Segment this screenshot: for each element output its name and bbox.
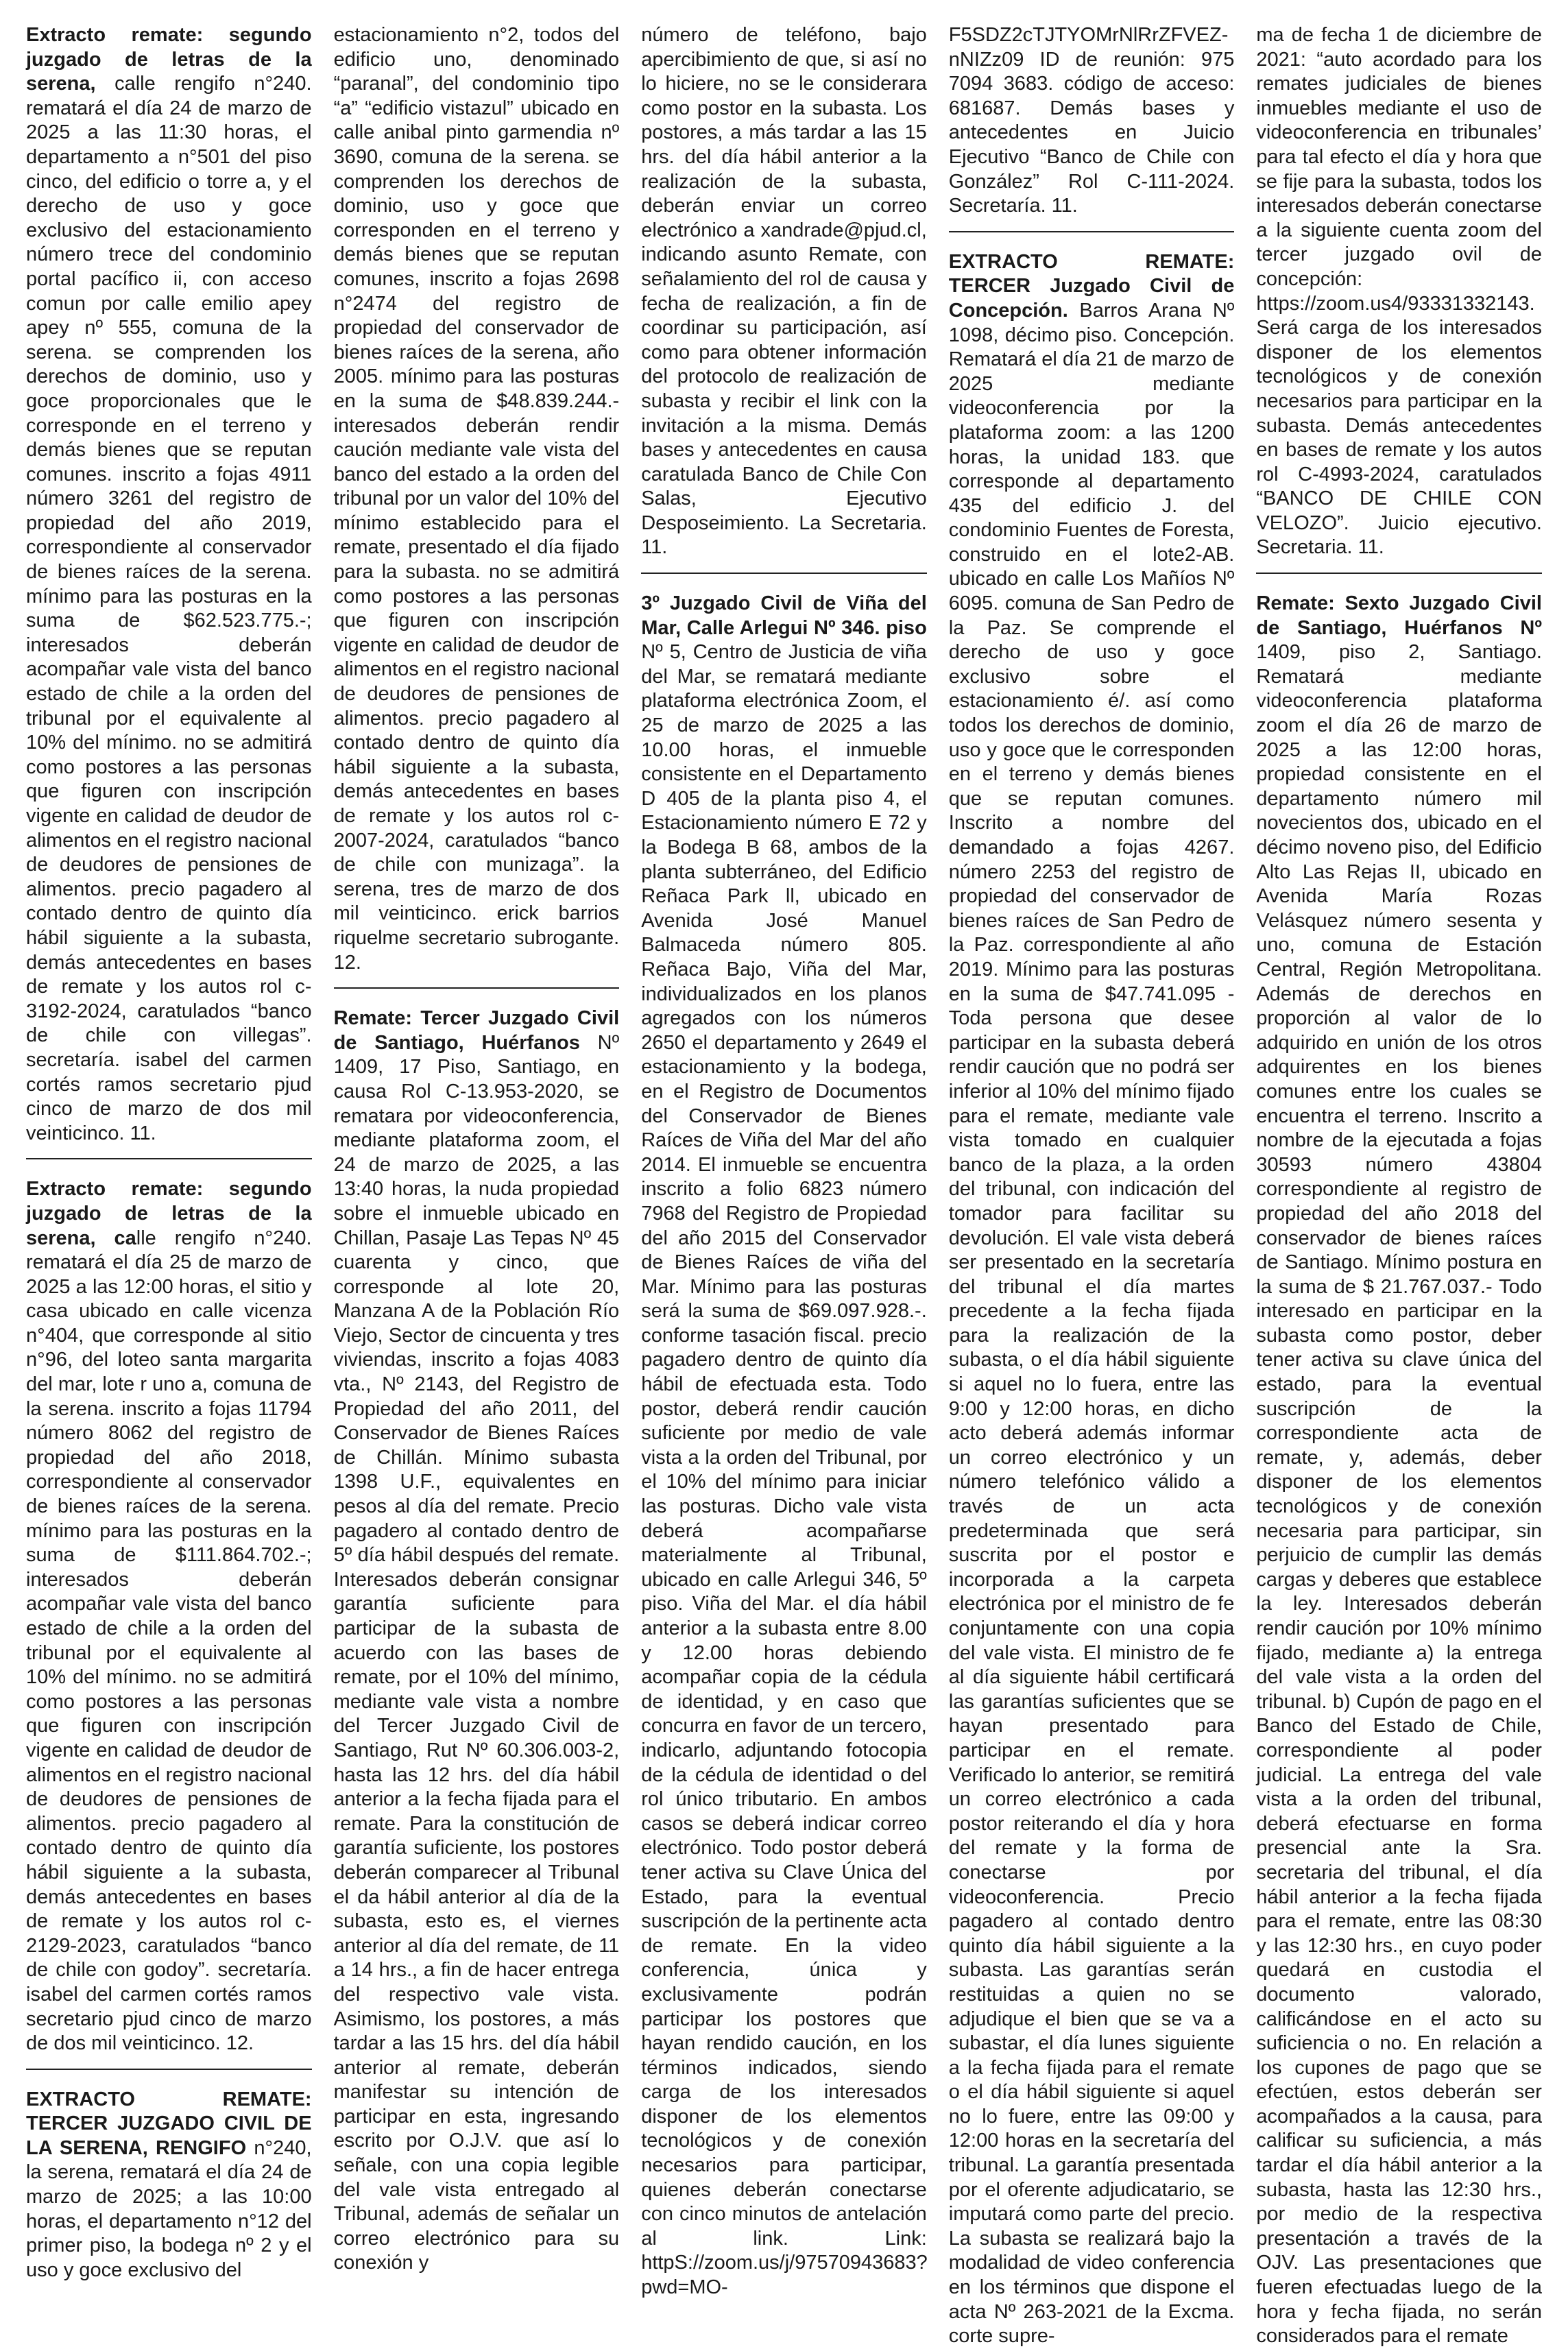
column-divider (641, 573, 927, 574)
notice-body: lle rengifo n°240. rematará el día 25 de marzo de 2025 a las 12:00 horas, el sitio y casa ubicado en calle vicenza n°404, que corresponde al sitio n°96, del loteo santa margarita del mar, lote r uno a, comuna de la serena. inscrito a fojas 11794 número 8062 del registro de propiedad del año 2018, correspondiente al conservador de bienes raíces de la serena. mínimo para las posturas en la suma de $111.864.702.-; interesados deberán acompañar vale vista del banco estado de chile a la orden del tribunal por el equivalente al 10% del mínimo. no se admitirá como postores a las personas que figuren con inscripción vigente en calidad de deudor de alimentos en el registro nacional de deudores de pensiones de alimentos. precio pagadero al contado dentro de quinto día hábil siguiente a la subasta, demás antecedentes en bases de remate y los autos rol c-2129-2023, caratulados “banco de chile con godoy”. secretaría. isabel del carmen cortés ramos secretario pjud cinco de marzo de dos mil veinticinco. 12. (26, 1227, 312, 2055)
notice-heading: EXTRACTO REMATE: TERCER Juzgado Civil de Concepción. (948, 250, 1235, 322)
column-4 (948, 23, 1235, 2348)
auction-notice-continued (641, 23, 927, 560)
auction-notice-continued (334, 23, 620, 975)
auction-notice (26, 23, 312, 1146)
notice-body: calle rengifo n°240. rematará el día 24 de marzo de 2025 a las 11:30 horas, el departamento a n°501 del piso cinco, del edificio o torre a, y el derecho de uso y goce exclusivo del estacionamiento número trece del condominio portal pacífico ii, con acceso comun por calle emilio apey apey nº 555, comuna de la serena. se comprenden los derechos de dominio, uso y goce proporcionales que le corresponde en el terreno y demás bienes que se reputan comunes. inscrito a fojas 4911 número 3261 del registro de propiedad del año 2019, correspondiente al conservador de bienes raíces de la serena. mínimo para las posturas en la suma de $62.523.775.-; interesados deberán acompañar vale vista del banco estado de chile a la orden del tribunal por el equivalente al 10% del mínimo. no se admitirá como postores a las personas que figuren con inscripción vigente en calidad de deudor de alimentos en el registro nacional de deudores de pensiones de alimentos. precio pagadero al contado dentro de quinto día hábil siguiente a la subasta, demás antecedentes en bases de remate y los autos rol c-3192-2024, caratulados “banco de chile con villegas”. secretaría. isabel del carmen cortés ramos secretario pjud cinco de marzo de dos mil veinticinco. 11. (26, 73, 312, 1144)
notice-heading: Extracto remate: segundo juzgado de letras de la serena, (26, 24, 312, 95)
auction-notice (1256, 592, 1542, 2349)
notice-heading: 3º Juzgado Civil de Viña del Mar, Calle Arlegui Nº 346. piso (641, 592, 927, 639)
column-divider (26, 2069, 312, 2070)
auction-notice-continued (949, 23, 1235, 219)
notice-body: Barros Arana Nº 1098, décimo piso. Concepción. Rematará el día 21 de marzo de 2025 mediante videoconferencia por la plataforma zoom: a las 1200 horas, la unidad 183. que corresponde al departamento 435 del edificio J. del condominio Fuentes de Foresta, construido en el lote2-AB. ubicado en calle Los Mañíos Nº 6095. comuna de San Pedro de la Paz. Se comprende el derecho de uso y goce exclusivo sobre el estacionamiento é/. así como todos los derechos de dominio, uso y goce que le corresponden en el terreno y demás bienes que se reputan comunes. Inscrito a nombre del demandado a fojas 4267. número 2253 del registro de propiedad del conservador de bienes raíces de San Pedro de la Paz. correspondiente al año 2019. Mínimo para las posturas en la suma de $47.741.095 - Toda persona que desee participar en la subasta deberá rendir caución que no podrá ser inferior al 10% del mínimo fijado para el remate, mediante vale vista tomado en cualquier banco de la plaza, a la orden del tribunal, con indicación del tomador para facilitar su devolución. El vale vista deberá ser presentado en la secretaría del tribunal el día martes precedente a la fecha fijada para la realización de la subasta, o el día hábil siguiente si aquel no lo fuera, entre las 9:00 y 12:00 horas, en dicho acto deberá además informar un correo electrónico y un número telefónico válido a través de un acta predeterminada que será suscrita por el postor e incorporada a la carpeta electrónica por el ministro de fe conjuntamente con una copia del vale vista. El ministro de fe al día siguiente hábil certificará las garantías suficientes que se hayan presentado para participar en el remate. Verificado lo anterior, se remitirá un correo electrónico a cada postor reiterando el día y hora del remate y la forma de conectarse por videoconferencia. Precio pagadero al contado dentro quinto día hábil siguiente a la subasta. Las garantías serán restituidas a quien no se adjudique el bien que se va a subastar, el día lunes siguiente a la fecha fijada para el remate o el día hábil siguiente si aquel no lo fuere, entre las 09:00 y 12:00 horas en la secretaría del tribunal. La garantía presentada por el oferente adjudicatario, se imputará como parte del precio. La subasta se realizará bajo la modalidad de video conferencia en los términos que dispone el acta Nº 263-2021 de la Excma. corte supre- (948, 299, 1235, 2348)
auction-notice-continued (1256, 23, 1542, 560)
auction-notice (949, 250, 1235, 2349)
auction-notice (26, 1177, 312, 2056)
column-divider (334, 987, 620, 989)
column-1 (26, 23, 312, 2281)
column-divider (949, 231, 1235, 232)
column-3 (641, 23, 928, 2299)
notice-body: ma de fecha 1 de diciembre de 2021: “auto acordado para los remates judiciales de bienes inmuebles mediante el uso de videoconferencia en tribunales’ para tal efecto el día y hora que se fije para la subasta, todos los interesados deberán conectarse a la siguiente cuenta zoom del tercer juzgado ovil de concepción: https://zoom.us4/93331332143. Será carga de los interesados disponer de los elementos tecnológicos y de conexión necesarios para participar en la subasta. Demás antecedentes en bases de remate y los autos rol C-4993-2024, caratulados “BANCO DE CHILE CON VELOZO”. Juicio ejecutivo. Secretaria. 11. (1256, 24, 1542, 559)
column-5 (1256, 23, 1542, 2348)
notice-body: número de teléfono, bajo apercibimiento de que, si así no lo hiciere, no se le considerara como postor en la subasta. Los postores, a más tardar a las 15 hrs. del día hábil anterior a la realización de la subasta, deberán enviar un correo electrónico a xandrade@pjud.cl, indicando asunto Remate, con señalamiento del rol de causa y fecha de realización, a fin de coordinar su participación, así como para obtener información del protocolo de realización de subasta y recibir el link con la invitación a la misma. Demás bases y antecedentes en causa caratulada Banco de Chile Con Salas, Ejecutivo Desposeimiento. La Secretaria. 11. (641, 24, 927, 559)
notice-body: estacionamiento n°2, todos del edificio uno, denominado “paranal”, del condominio tipo “a” “edificio vistazul” ubicado en calle anibal pinto garmendia nº 3690, comuna de la serena. se comprenden los derechos de dominio, uso y goce que corresponden en el terreno y demás bienes que se reputan comunes, inscrito a fojas 2698 n°2474 del registro de propiedad del conservador de bienes raíces de la serena, año 2005. mínimo para las posturas en la suma de $48.839.244.- interesados deberán rendir caución mediante vale vista del banco del estado a la orden del tribunal por un valor del 10% del mínimo establecido para el remate, presentado el día fijado para la subasta. no se admitirá como postores a las personas que figuren con inscripción vigente en calidad de deudor de alimentos en el registro nacional de deudores de pensiones de alimentos. precio pagadero al contado dentro de quinto día hábil siguiente a la subasta, demás antecedentes en bases de remate y los autos rol c-2007-2024, caratulados “banco de chile con munizaga”. la serena, tres de marzo de dos mil veinticinco. erick barrios riquelme secretario subrogante. 12. (333, 24, 620, 974)
notice-heading: Remate: Tercer Juzgado Civil de Santiago, Huérfanos (333, 1007, 620, 1054)
notice-heading: Remate: Sexto Juzgado Civil de Santiago, Huérfanos Nº (1256, 592, 1542, 639)
notice-body: 1409, piso 2, Santiago. Rematará mediante videoconferencia plataforma zoom el día 26 de marzo de 2025 a las 12:00 horas, propiedad consistente en el departamento número mil novecientos dos, ubicado en el décimo noveno piso, del Edificio Alto Las Rejas II, ubicado en Avenida María Rozas Velásquez número sesenta y uno, comuna de Estación Central, Región Metropolitana. Además de derechos en proporción al valor de lo adquirido en unión de los otros adquirentes en los bienes comunes entre los cuales se encuentra el terreno. Inscrito a nombre de la ejecutada a fojas 30593 número 43804 correspondiente al registro de propiedad del año 2018 del conservador de bienes raíces de Santiago. Mínimo postura en la suma de $ 21.767.037.- Todo interesado en participar en la subasta como postor, deber tener activa su clave única del estado, para la eventual suscripción de la correspondiente acta de remate, y, además, deber disponer de los elementos tecnológicos y de conexión necesaria para participar, sin perjuicio de cumplir las demás cargas y deberes que establece la ley. Interesados deberán rendir caución por 10% mínimo fijado, mediante a) la entrega del vale vista a la orden del tribunal. b) Cupón de pago en el Banco del Estado de Chile, correspondiente al poder judicial. La entrega del vale vista a la orden del tribunal, deberá efectuarse en forma presencial ante la Sra. secretaria del tribunal, el día hábil anterior a la fecha fijada para el remate, entre las 08:30 y las 12:30 hrs., en cuyo poder quedará en custodia el documento valorado, calificándose en el acto su suficiencia o no. En relación a los cupones de pago que se efectúen, estos deberán ser acompañados a la causa, para calificar su suficiencia, a más tardar el día hábil anterior a la subasta, hasta las 12:30 hrs., por medio de la respectiva presentación a través de la OJV. Las presentaciones que fueren efectuadas luego de la hora y fecha fijada, no serán considerados para el remate (1256, 641, 1542, 2348)
notice-heading: Extracto remate: segundo juzgado de letras de la serena, ca (26, 1178, 312, 1249)
column-2 (333, 23, 620, 2274)
notice-body: Nº 1409, 17 Piso, Santiago, en causa Rol C-13.953-2020, se rematara por videoconferencia, mediante plataforma zoom, el 24 de marzo de 2025, a las 13:40 horas, la nuda propiedad sobre el inmueble ubicado en Chillan, Pasaje Las Tepas Nº 45 cuarenta y cinco, que corresponde al lote 20, Manzana A de la Población Río Viejo, Sector de cincuenta y tres viviendas, inscrito a fojas 4083 vta., Nº 2143, del Registro de Propiedad del año 2011, del Conservador de Bienes Raíces de Chillán. Mínimo subasta 1398 U.F., equivalentes en pesos al día del remate. Precio pagadero al contado dentro de 5º día hábil después del remate. Interesados deberán consignar garantía suficiente para participar de la subasta de acuerdo con las bases de remate, por el 10% del mínimo, mediante vale vista a nombre del Tercer Juzgado Civil de Santiago, Rut Nº 60.306.003-2, hasta las 12 hrs. del día hábil anterior a la fecha fijada para el remate. Para la constitución de garantía suficiente, los postores deberán comparecer al Tribunal el da hábil anterior al día de la subasta, esto es, el viernes anterior al día del remate, de 11 a 14 hrs., a fin de hacer entrega del respectivo vale vista. Asimismo, los postores, a más tardar a las 15 hrs. del día hábil anterior al remate, deberán manifestar su intención de participar en esta, ingresando escrito por O.J.V. que así lo señale, con una copia legible del vale vista entregado al Tribunal, además de señalar un correo electrónico para su conexión y (333, 1031, 620, 2274)
column-divider (1256, 573, 1542, 574)
notice-body: Nº 5, Centro de Justicia de viña del Mar, se rematará mediante plataforma electrónica Zoom, el 25 de marzo de 2025 a las 10.00 horas, el inmueble consistente en el Departamento D 405 de la planta piso 4, el Estacionamiento número E 72 y la Bodega B 68, ambos de la planta subterráneo, del Edificio Reñaca Park ll, ubicado en Avenida José Manuel Balmaceda número 805. Reñaca Bajo, Viña del Mar, individualizados en los planos agregados con los números 2650 el departamento y 2649 el estacionamiento y la bodega, en el Registro de Documentos del Conservador de Bienes Raíces de Viña del Mar del año 2014. El inmueble se encuentra inscrito a folio 6823 número 7968 del Registro de Propiedad del año 2015 del Conservador de Bienes Raíces de viña del Mar. Mínimo para las posturas será la suma de $69.097.928.-. conforme tasación fiscal. precio pagadero dentro de quinto día hábil de efectuada esta. Todo postor, deberá rendir caución suficiente por medio de vale vista a la orden del Tribunal, por el 10% del mínimo para iniciar las posturas. Dicho vale vista deberá acompañarse materialmente al Tribunal, ubicado en calle Arlegui 346, 5º piso. Viña del Mar. el día hábil anterior a la subasta entre 8.00 y 12.00 horas debiendo acompañar copia de la cédula de identidad, y en caso que concurra en favor de un tercero, indicarlo, adjuntando fotocopia de la cédula de identidad o del rol único tributario. En ambos casos se deberá indicar correo electrónico. Todo postor deberá tener activa su Clave Única del Estado, para la eventual suscripción de la pertinente acta de remate. En la video conferencia, única y exclusivamente podrán participar los postores que hayan rendido caución, en los términos indicados, siendo carga de los interesados disponer de los elementos tecnológicos y de conexión necesarios para participar, quienes deberán conectarse con cinco minutos de antelación al link. Link: httpS://zoom.us/j/97570943683?pwd=MO- (641, 641, 928, 2299)
auction-notice (334, 1007, 620, 2276)
column-divider (26, 1158, 312, 1159)
auction-notice (26, 2088, 312, 2283)
notice-body: n°240, la serena, rematará el día 24 de marzo de 2025; a las 10:00 horas, el departamento n°12 del primer piso, la bodega nº 2 y el uso y goce exclusivo del (26, 2136, 312, 2281)
notice-heading: EXTRACTO REMATE: TERCER JUZGADO CIVIL DE LA SERENA, RENGIFO (26, 2088, 312, 2159)
auction-notice (641, 592, 927, 2300)
notice-body: F5SDZ2cTJTYOMrNlRrZFVEZ-nNIZz09 ID de reunión: 975 7094 3683. código de acceso: 681687. Demás bases y antecedentes en Juicio Ejecutivo “Banco de Chile con González” Rol C-111-2024. Secretaría. 11. (948, 24, 1235, 217)
